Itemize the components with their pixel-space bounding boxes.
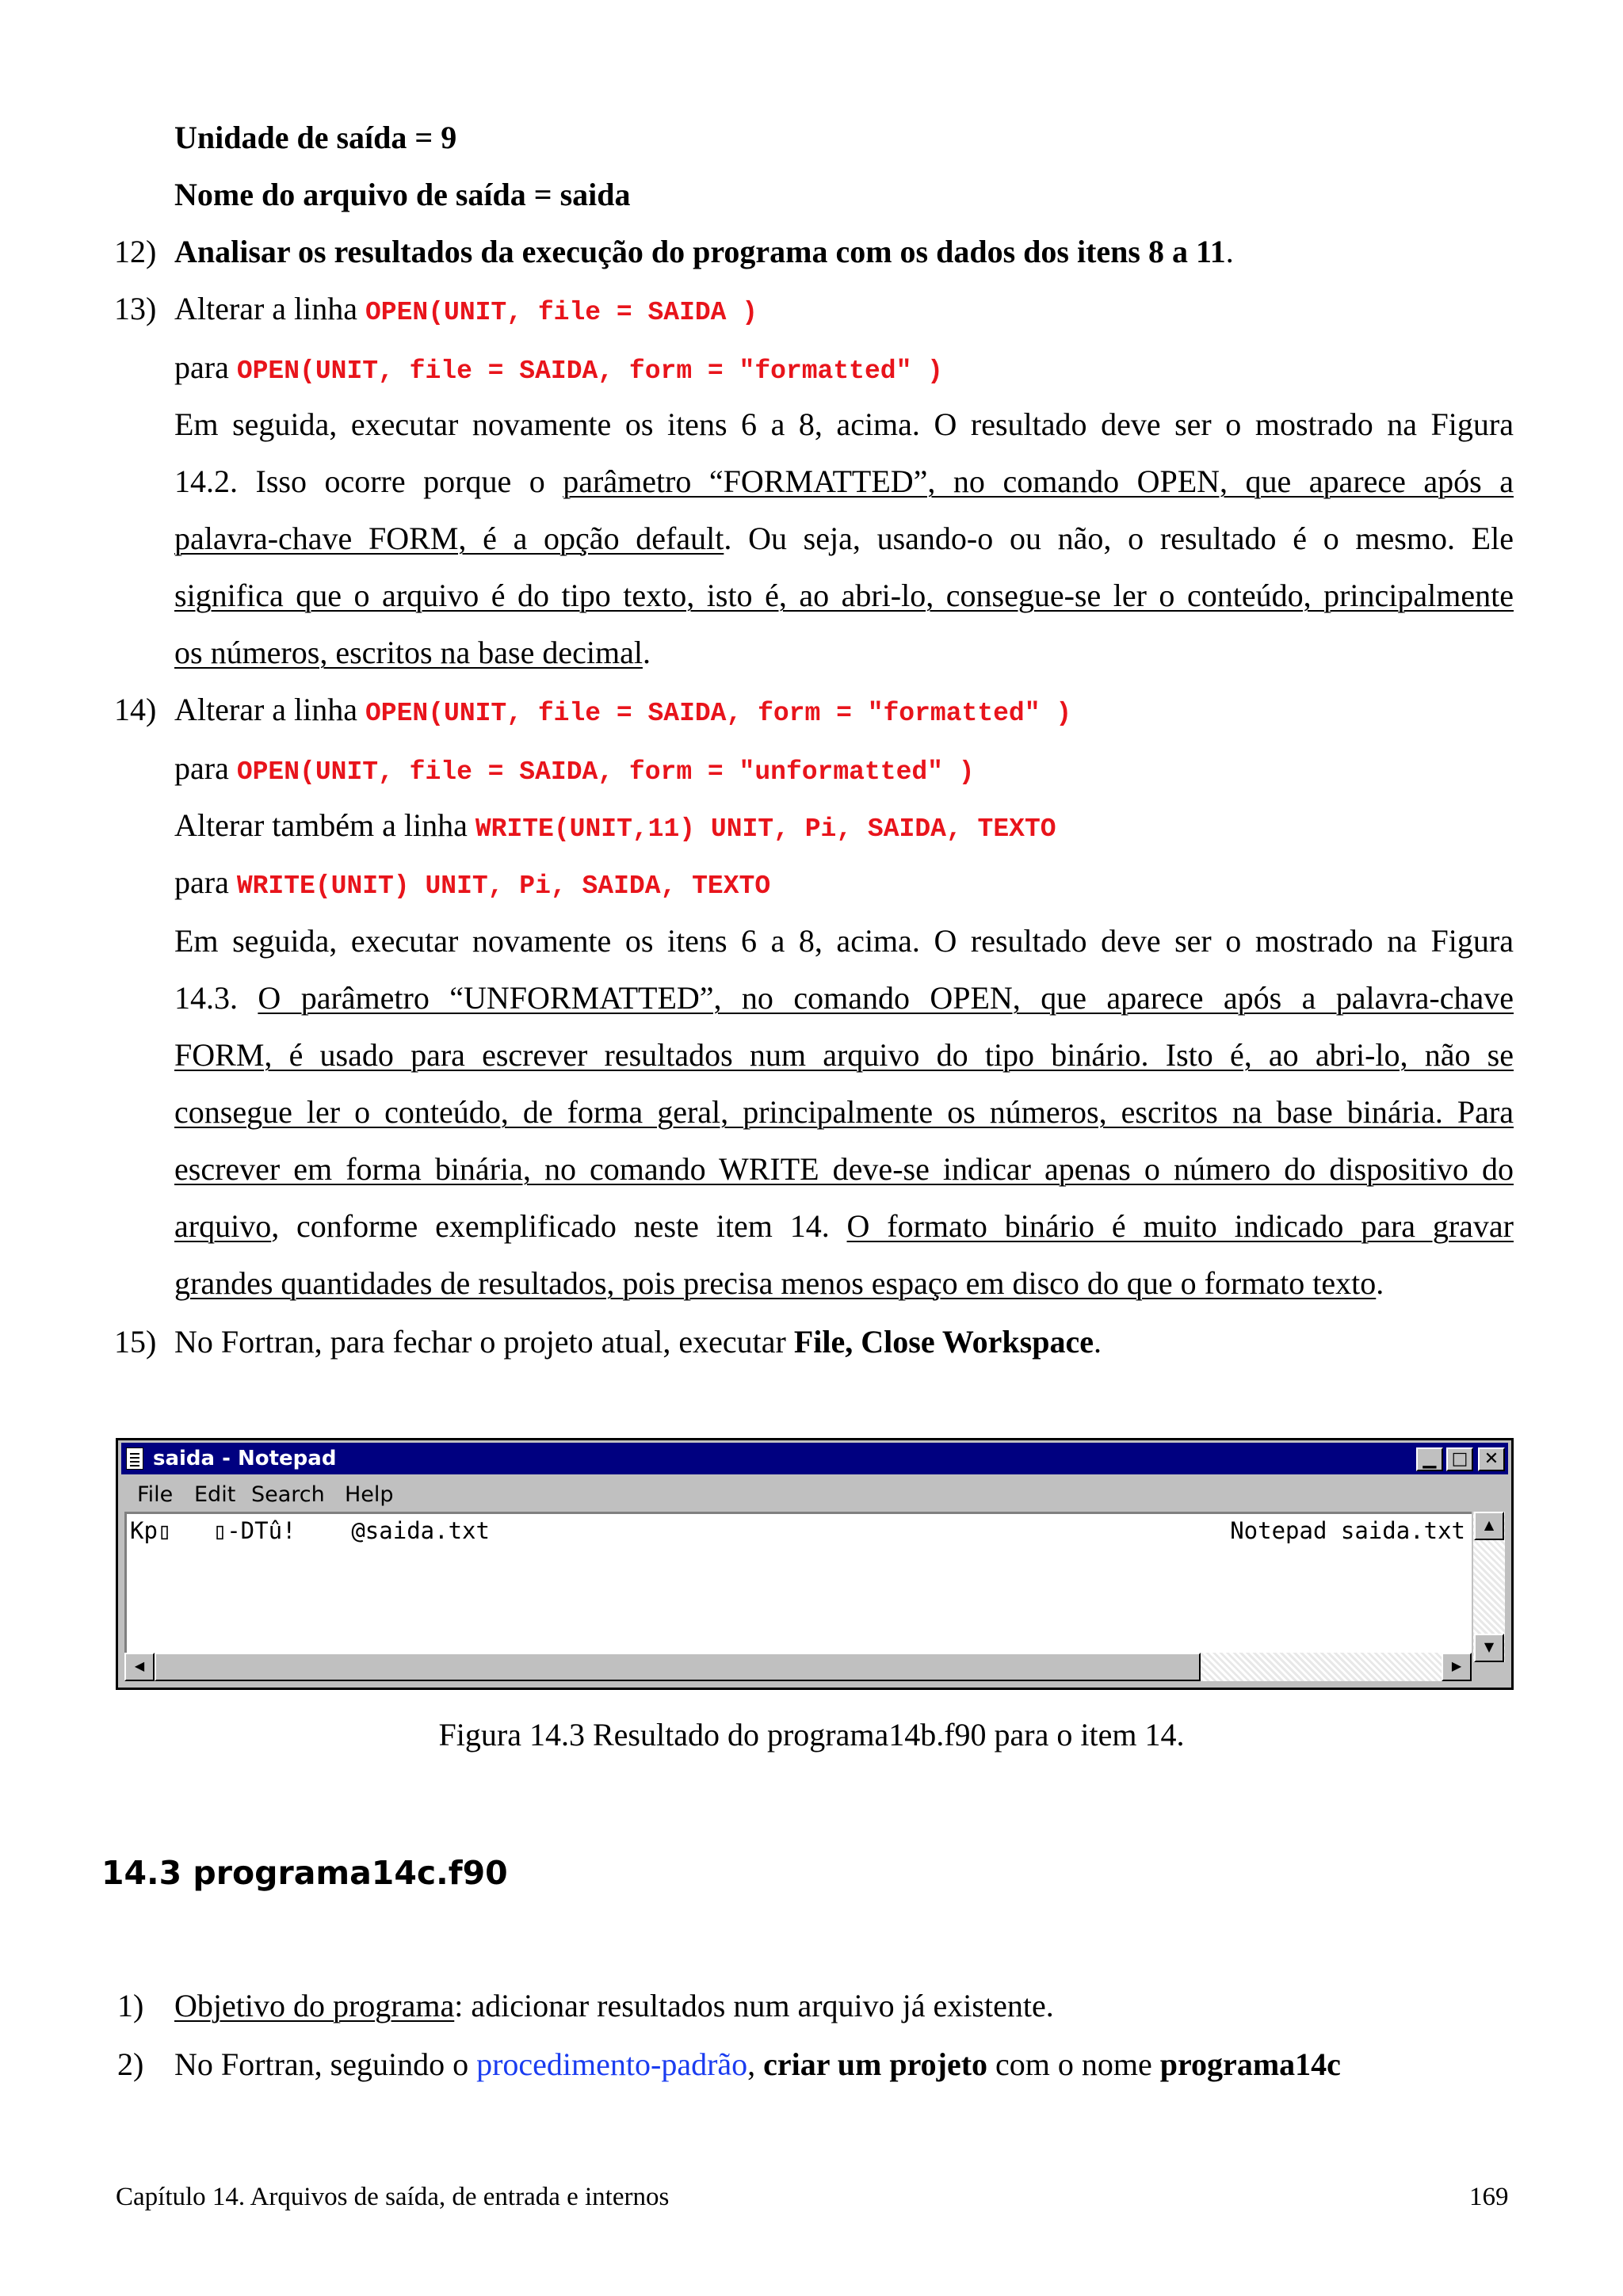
code-snippet: OPEN(UNIT, file = SAIDA, form = "unformatted" ) [236,757,975,787]
item-number: 14) [114,692,157,727]
text: para [174,750,229,786]
bold-text: criar um projeto [763,2046,988,2082]
punct: , [747,2046,756,2082]
code-snippet: OPEN(UNIT, file = SAIDA, form = "formatted" ) [365,699,1072,728]
text: 14.3. [174,980,238,1016]
paragraph-line [174,1207,1514,1245]
underlined-text: FORM, é usado para escrever resultados num arquivo do tipo binário. Isto é, ao abri-lo, não se [174,1037,1514,1073]
vertical-scrollbar[interactable] [1473,1512,1505,1662]
page-number: 169 [1469,2183,1509,2211]
output-file-line: Nome do arquivo de saída = saida [174,177,631,212]
item-13-line2 [174,349,943,391]
scroll-down-button[interactable] [1474,1634,1504,1662]
arrow-up-icon: ▲ [1484,1517,1495,1532]
underlined-text: consegue ler o conteúdo, de forma geral, principalmente os números, escritos na base binária. Para [174,1094,1514,1130]
scroll-up-button[interactable] [1474,1512,1504,1540]
paragraph-line [174,1150,1514,1188]
project-name: programa14c [1159,2046,1341,2082]
menu-search[interactable]: Search [251,1482,325,1507]
punct: . [1093,1324,1102,1360]
underlined-text: grandes quantidades de resultados, pois precisa menos espaço em disco do que o formato texto [174,1265,1377,1301]
item-number: 13) [114,291,157,326]
underlined-text: arquivo [174,1208,272,1244]
menu-bar [121,1478,1508,1509]
paragraph-line [174,634,1514,672]
file-content-right: Notepad saida.txt [1230,1517,1465,1544]
footer-chapter: Capítulo 14. Arquivos de saída, de entrada e internos [116,2183,670,2211]
code-snippet: WRITE(UNIT,11) UNIT, Pi, SAIDA, TEXTO [475,814,1056,844]
underlined-text: O formato binário é muito indicado para gravar [846,1208,1514,1244]
paragraph-line: Em seguida, executar novamente os itens 6 a 8, acima. O resultado deve ser o mostrado na Figura [174,406,1514,442]
scroll-thumb[interactable] [155,1653,1201,1681]
file-content: Kp▯ ▯-DTû! @saida.txt [130,1517,490,1544]
text: . Ou seja, usando-o ou não, o resultado é o mesmo. Ele [724,521,1514,556]
item-13-line1 [174,290,758,332]
text: Alterar a linha [174,692,357,727]
code-snippet: WRITE(UNIT) UNIT, Pi, SAIDA, TEXTO [236,871,771,901]
text: Alterar também a linha [174,807,468,843]
item-number: 12) [114,234,157,269]
item-number: 2) [117,2046,144,2082]
paragraph-line [174,577,1514,615]
window-title: saida - Notepad [153,1447,337,1470]
underlined-text: O parâmetro “UNFORMATTED”, no comando OPEN, que aparece após a palavra-chave [258,980,1514,1016]
item-12-text: Analisar os resultados da execução do programa com os dados dos itens 8 a 11 [174,234,1226,269]
figure-caption: Figura 14.3 Resultado do programa14b.f90 para o item 14. [438,1717,1185,1753]
arrow-down-icon: ▼ [1484,1639,1495,1654]
title-bar[interactable] [121,1443,1508,1474]
underlined-text: Objetivo do programa [174,1988,455,2023]
text: , conforme exemplificado neste item 14. [271,1208,830,1244]
section-title: 14.3 programa14c.f90 [101,1854,508,1892]
text: No Fortran, para fechar o projeto atual, executar [174,1324,786,1360]
underlined-text: escrever em forma binária, no comando WRITE deve-se indicar apenas o número do dispositivo do [174,1151,1514,1187]
output-unit-line: Unidade de saída = 9 [174,120,457,155]
underlined-text: parâmetro “FORMATTED”, no comando OPEN, que aparece após a [563,463,1514,499]
code-snippet: OPEN(UNIT, file = SAIDA ) [365,298,758,327]
text: . [642,635,651,670]
horizontal-scrollbar[interactable] [124,1653,1472,1681]
text: No Fortran, seguindo o [174,2046,469,2082]
underlined-text: significa que o arquivo é do tipo texto, isto é, ao abri-lo, consegue-se ler o conteúdo, principalmente [174,578,1514,613]
scroll-left-button[interactable] [124,1653,155,1681]
paragraph-line [174,979,1514,1017]
punct: . [1225,234,1234,269]
item-12 [174,233,1234,271]
paragraph-line [174,463,1514,501]
item-14-line1 [174,691,1071,733]
paragraph-line [174,1093,1514,1131]
text: para [174,864,229,900]
menu-path: File, Close Workspace [793,1324,1094,1360]
paragraph-line: Em seguida, executar novamente os itens 6 a 8, acima. O resultado deve ser o mostrado na Figura [174,923,1514,959]
code-snippet: OPEN(UNIT, file = SAIDA, form = "formatted" ) [236,357,943,386]
text: 14.2. Isso ocorre porque o [174,463,545,499]
notepad-window [116,1438,1514,1690]
text: . [1376,1265,1384,1301]
minimize-icon: ▁ [1423,1449,1437,1469]
item-14-line4 [174,864,770,906]
text: para [174,349,229,385]
minimize-button[interactable] [1416,1447,1443,1471]
text: com o nome [995,2046,1152,2082]
scroll-right-button[interactable] [1442,1653,1472,1681]
maximize-button[interactable] [1446,1447,1473,1471]
arrow-left-icon: ◀ [134,1658,145,1673]
menu-edit[interactable]: Edit [194,1482,236,1507]
item-number: 15) [114,1324,157,1360]
underlined-text: palavra-chave FORM, é a opção default [174,521,724,556]
section-item-1 [174,1987,1054,2025]
item-14-line2 [174,749,975,791]
section-item-2 [174,2046,1341,2084]
item-number: 1) [117,1988,144,2023]
close-button[interactable] [1478,1447,1505,1471]
arrow-right-icon: ▶ [1451,1658,1462,1673]
paragraph-line [174,520,1514,558]
menu-file[interactable]: File [137,1482,174,1507]
underlined-text: os números, escritos na base decimal [174,635,643,670]
item-14-line3 [174,807,1056,849]
paragraph-line [174,1036,1514,1074]
close-icon: ✕ [1484,1449,1499,1469]
text-area[interactable] [124,1512,1472,1662]
menu-help[interactable]: Help [345,1482,394,1507]
paragraph-line [174,1264,1514,1302]
maximize-icon: □ [1451,1449,1468,1469]
notepad-icon [126,1447,143,1470]
procedure-link[interactable]: procedimento-padrão [476,2046,748,2082]
text: : adicionar resultados num arquivo já existente. [454,1988,1054,2023]
text: Alterar a linha [174,291,357,326]
item-15 [174,1323,1102,1361]
